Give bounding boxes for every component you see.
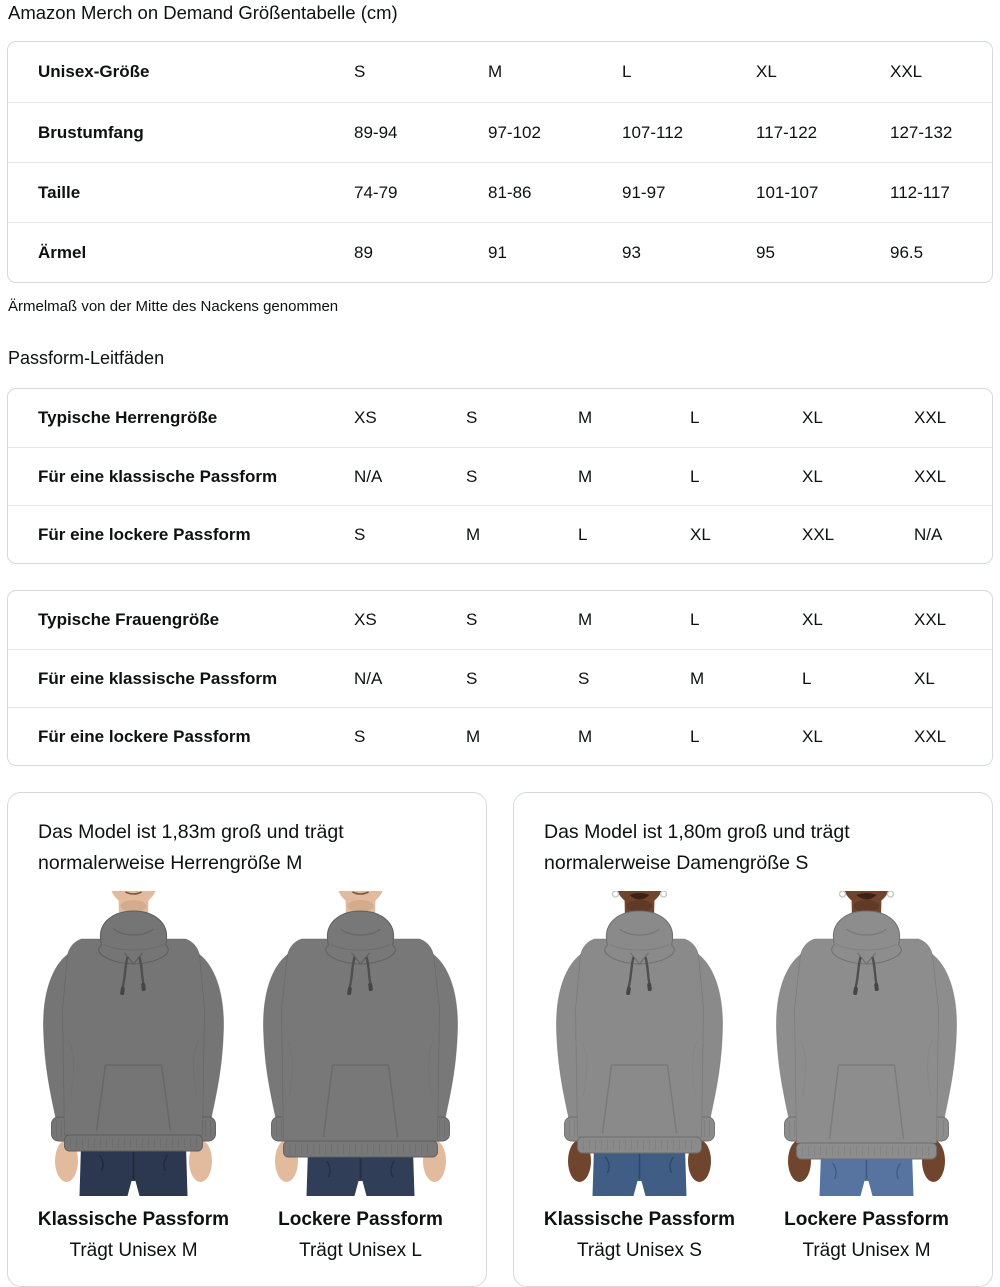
size-cell: XL (802, 610, 823, 629)
row-label: Für eine lockere Passform (38, 726, 251, 746)
size-cell: L (690, 408, 700, 427)
size-cell: L (690, 466, 700, 486)
model-photo-female-classic (527, 891, 752, 1196)
size-cell: S (578, 668, 590, 688)
size-cell: L (578, 524, 588, 544)
size-cell: 127-132 (890, 122, 953, 142)
models-row (526, 891, 980, 1262)
size-cell: 91-97 (622, 182, 666, 202)
size-cell: L (622, 62, 632, 81)
size-label: Trägt Unisex M (802, 1240, 931, 1262)
size-cell: L (690, 726, 700, 746)
size-cell: M (578, 610, 593, 629)
size-cell: N/A (354, 668, 383, 688)
size-cell: XXL (914, 610, 947, 629)
size-cell: XL (690, 524, 711, 544)
row-label: Für eine klassische Passform (38, 466, 278, 486)
size-cell: XL (802, 466, 823, 486)
row-label: Für eine klassische Passform (38, 668, 278, 688)
table-row (8, 42, 992, 102)
size-label: Trägt Unisex M (69, 1240, 198, 1262)
page-title: Amazon Merch on Demand Größentabelle (cm) (8, 2, 398, 23)
model-column (20, 891, 247, 1262)
row-label: Für eine lockere Passform (38, 524, 251, 544)
size-label: Trägt Unisex S (577, 1240, 702, 1262)
row-label: Unisex-Größe (38, 62, 150, 81)
size-cell: S (466, 668, 478, 688)
size-cell: XXL (914, 726, 947, 746)
size-cell: XXL (890, 62, 923, 81)
size-cell: N/A (354, 466, 383, 486)
card-description: Das Model ist 1,80m groß und trägt normalerweise Damengröße S (544, 821, 850, 875)
model-column (526, 891, 753, 1262)
size-cell: XL (756, 62, 777, 81)
size-cell: 81-86 (488, 182, 532, 202)
size-cell: N/A (914, 524, 943, 544)
table-row (8, 505, 992, 563)
size-cell: XL (802, 726, 823, 746)
card-description: Das Model ist 1,83m groß und trägt normalerweise Herrengröße M (38, 821, 344, 875)
size-cell: 91 (488, 242, 507, 262)
size-cell: S (354, 524, 366, 544)
size-cell: S (466, 408, 478, 427)
fit-tables (7, 388, 993, 766)
size-cell: 107-112 (622, 122, 684, 142)
model-card (7, 792, 487, 1287)
size-cell: XS (354, 408, 377, 427)
size-cell: L (690, 610, 700, 629)
mens-fit-table (7, 388, 993, 564)
size-cell: 93 (622, 242, 641, 262)
model-figure (527, 891, 752, 1196)
size-cell: 89-94 (354, 122, 398, 142)
size-label: Trägt Unisex L (299, 1240, 422, 1262)
size-cell: S (466, 610, 478, 629)
size-cell: S (354, 62, 366, 81)
size-cell: S (354, 726, 366, 746)
table-row (8, 591, 992, 649)
size-cell: XXL (802, 524, 835, 544)
table-row (8, 649, 992, 707)
size-cell: 101-107 (756, 182, 819, 202)
table-row (8, 162, 992, 222)
row-label: Taille (38, 182, 81, 202)
row-label: Typische Frauengröße (38, 610, 220, 629)
size-cell: XL (802, 408, 823, 427)
size-cell: 117-122 (756, 122, 818, 142)
model-figure (754, 891, 979, 1196)
womens-fit-table (7, 590, 993, 766)
model-figure (21, 891, 246, 1196)
size-cell: 97-102 (488, 122, 541, 142)
unisex-size-table (7, 41, 993, 283)
model-column (247, 891, 474, 1262)
model-photo-female-loose (754, 891, 979, 1196)
size-cell: 95 (756, 242, 775, 262)
size-cell: M (690, 668, 705, 688)
row-label: Typische Herrengröße (38, 408, 218, 427)
table-row (8, 447, 992, 505)
size-cell: 74-79 (354, 182, 398, 202)
size-cell: L (802, 668, 812, 688)
table-row (8, 707, 992, 765)
fit-label: Lockere Passform (784, 1209, 949, 1231)
size-cell: XS (354, 610, 377, 629)
size-cell: XL (914, 668, 935, 688)
size-cell: M (488, 62, 503, 81)
fit-label: Klassische Passform (543, 1209, 736, 1231)
size-cell: M (578, 408, 593, 427)
model-card (513, 792, 993, 1287)
model-figure (248, 891, 473, 1196)
table-row (8, 222, 992, 282)
size-cell: XXL (914, 408, 947, 427)
size-cell: XXL (914, 466, 947, 486)
row-label: Brustumfang (38, 122, 144, 142)
fit-guides-heading: Passform-Leitfäden (8, 348, 165, 368)
models-row (20, 891, 474, 1262)
fit-label: Lockere Passform (278, 1209, 443, 1231)
size-cell: M (578, 466, 593, 486)
size-cell: 89 (354, 242, 373, 262)
table-row (8, 102, 992, 162)
sleeve-measure-note: Ärmelmaß von der Mitte des Nackens genommen (8, 298, 339, 315)
model-column (753, 891, 980, 1262)
model-cards-row (7, 792, 993, 1287)
fit-label: Klassische Passform (37, 1209, 230, 1231)
model-photo-male-loose (248, 891, 473, 1196)
size-cell: M (578, 726, 593, 746)
size-cell: S (466, 466, 478, 486)
size-cell: M (466, 726, 481, 746)
size-cell: 96.5 (890, 242, 924, 262)
row-label: Ärmel (38, 242, 87, 262)
size-cell: M (466, 524, 481, 544)
size-cell: 112-117 (890, 182, 950, 202)
model-photo-male-classic (21, 891, 246, 1196)
table-row (8, 389, 992, 447)
